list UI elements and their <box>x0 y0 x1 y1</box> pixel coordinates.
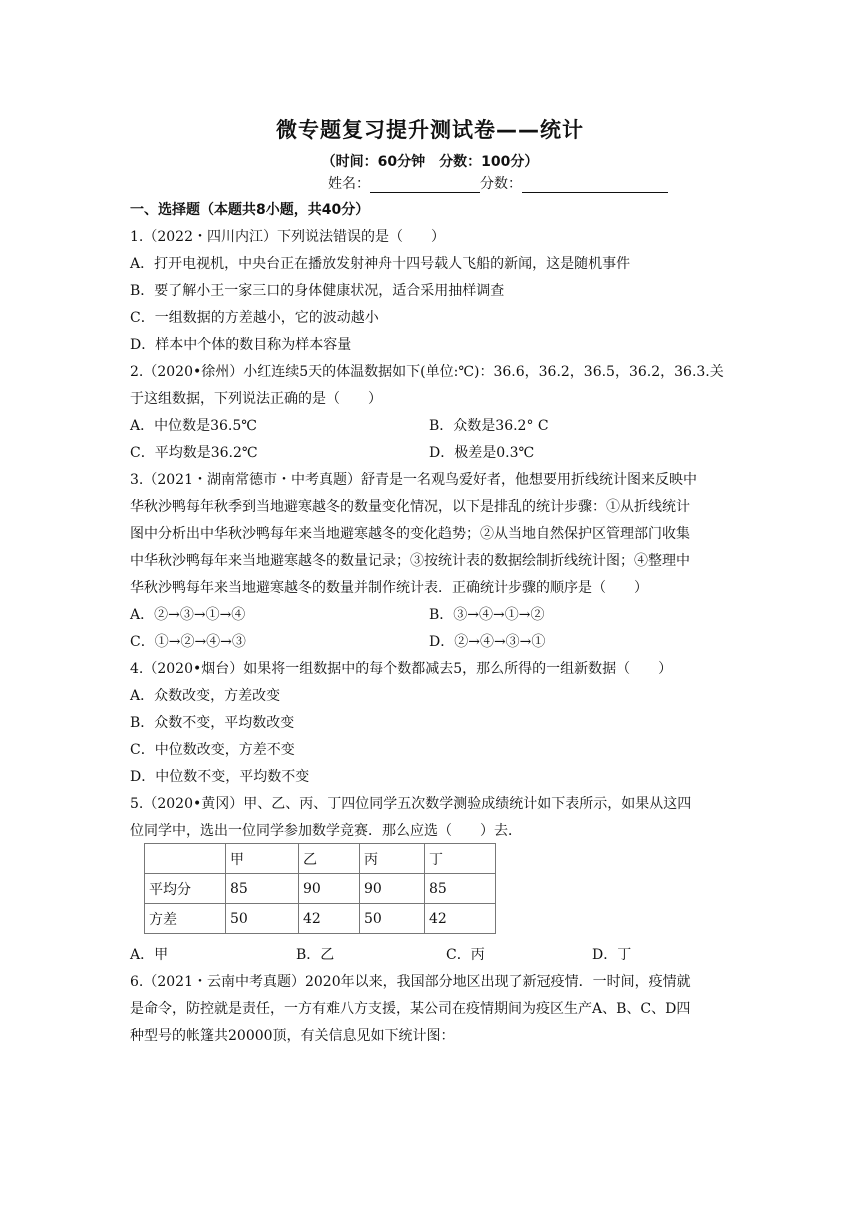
question-1-option-d: D．样本中个体的数目称为样本容量 <box>130 337 352 353</box>
table-cell: 50 <box>360 904 425 934</box>
question-5-option-c: C．丙 <box>446 947 485 963</box>
question-5-option-b: B．乙 <box>296 947 335 963</box>
question-5-stem-line-2: 位同学中，选出一位同学参加数学竞赛．那么应选（ ）去． <box>130 823 522 839</box>
page-title: 微专题复习提升测试卷——统计 <box>276 118 584 142</box>
question-3-option-a: A．②→③→①→④ <box>130 607 246 623</box>
question-3-stem-line-1: 3.（2021・湖南常德市・中考真题）舒青是一名观鸟爱好者，他想要用折线统计图来反映中 <box>130 472 697 488</box>
question-1-option-b: B．要了解小王一家三口的身体健康状况，适合采用抽样调查 <box>130 283 505 299</box>
score-blank[interactable] <box>522 176 668 193</box>
question-2-option-b: B．众数是36.2° C <box>429 418 549 434</box>
question-5-option-a: A．甲 <box>130 947 169 963</box>
name-label: 姓名： <box>328 176 370 192</box>
table-cell: 方差 <box>145 904 226 934</box>
table-row <box>145 874 496 904</box>
question-4-option-c: C．中位数改变，方差不变 <box>130 742 295 758</box>
table-cell <box>145 844 226 874</box>
table-cell: 85 <box>226 874 299 904</box>
question-4-option-b: B．众数不变，平均数改变 <box>130 715 295 731</box>
name-blank[interactable] <box>370 176 480 193</box>
table-cell: 乙 <box>299 844 360 874</box>
question-3-stem-line-2: 华秋沙鸭每年秋季到当地避寒越冬的数量变化情况，以下是排乱的统计步骤：①从折线统计 <box>130 499 690 515</box>
question-6-stem-line-3: 种型号的帐篷共20000顶，有关信息见如下统计图： <box>130 1028 455 1044</box>
table-cell: 丙 <box>360 844 425 874</box>
table-cell: 42 <box>299 904 360 934</box>
table-header-row <box>145 844 496 874</box>
table-cell: 平均分 <box>145 874 226 904</box>
score-table <box>144 843 496 934</box>
exam-info: （时间：60分钟 分数：100分） <box>321 154 539 170</box>
question-3-stem-line-4: 中华秋沙鸭每年来当地避寒越冬的数量记录；③按统计表的数据绘制折线统计图；④整理中 <box>130 553 690 569</box>
question-2-stem-line-2: 于这组数据，下列说法正确的是（ ） <box>130 391 382 407</box>
question-5-option-d: D．丁 <box>592 947 632 963</box>
question-2-option-a: A．中位数是36.5℃ <box>130 418 257 434</box>
question-3-option-d: D．②→④→③→① <box>429 634 546 650</box>
question-1-option-c: C．一组数据的方差越小，它的波动越小 <box>130 310 379 326</box>
table-cell: 丁 <box>425 844 496 874</box>
table-cell: 50 <box>226 904 299 934</box>
table-cell: 90 <box>299 874 360 904</box>
question-4-option-d: D．中位数不变，平均数不变 <box>130 769 310 785</box>
table-cell: 42 <box>425 904 496 934</box>
question-4-stem: 4.（2020•烟台）如果将一组数据中的每个数都减去5，那么所得的一组新数据（ ） <box>130 661 673 677</box>
question-2-option-c: C．平均数是36.2℃ <box>130 445 258 461</box>
section-heading: 一、选择题（本题共8小题，共40分） <box>130 202 370 218</box>
question-2-stem-line-1: 2.（2020•徐州）小红连续5天的体温数据如下(单位:℃)：36.6，36.2，36.5，36.2，36.3.关 <box>130 364 724 380</box>
question-3-stem-line-5: 华秋沙鸭每年来当地避寒越冬的数量并制作统计表．正确统计步骤的顺序是（ ） <box>130 580 648 596</box>
question-5-stem-line-1: 5.（2020•黄冈）甲、乙、丙、丁四位同学五次数学测验成绩统计如下表所示，如果从这四 <box>130 796 692 812</box>
question-4-option-a: A．众数改变，方差改变 <box>130 688 281 704</box>
score-label: 分数： <box>480 176 522 192</box>
question-2-option-d: D．极差是0.3℃ <box>429 445 535 461</box>
table-cell: 85 <box>425 874 496 904</box>
table-cell: 90 <box>360 874 425 904</box>
table-cell: 甲 <box>226 844 299 874</box>
question-1-option-a: A．打开电视机，中央台正在播放发射神舟十四号载人飞船的新闻，这是随机事件 <box>130 256 631 272</box>
question-3-option-c: C．①→②→④→③ <box>130 634 246 650</box>
question-3-stem-line-3: 图中分析出中华秋沙鸭每年来当地避寒越冬的变化趋势；②从当地自然保护区管理部门收集 <box>130 526 690 542</box>
question-6-stem-line-1: 6.（2021・云南中考真题）2020年以来，我国部分地区出现了新冠疫情．一时间，疫情就 <box>130 974 691 990</box>
question-3-option-b: B．③→④→①→② <box>429 607 545 623</box>
question-6-stem-line-2: 是命令，防控就是责任，一方有难八方支援，某公司在疫情期间为疫区生产A、B、C、D四 <box>130 1001 691 1017</box>
table-row <box>145 904 496 934</box>
question-1-stem: 1.（2022・四川内江）下列说法错误的是（ ） <box>130 229 445 245</box>
name-score-line <box>328 173 668 193</box>
